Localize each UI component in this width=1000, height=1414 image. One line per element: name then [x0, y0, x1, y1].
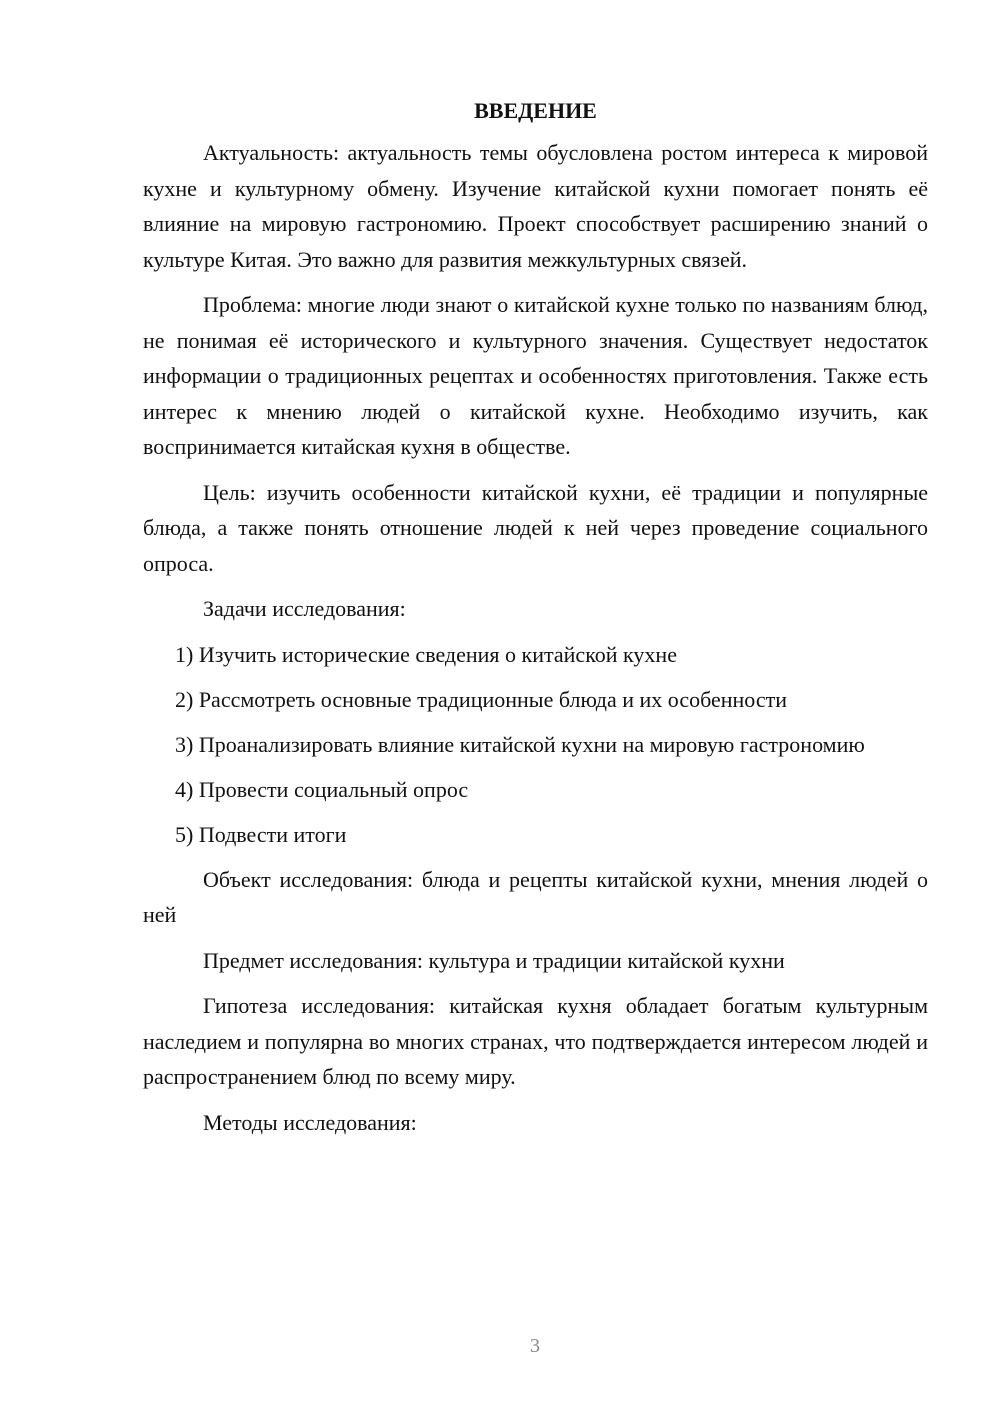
- task-item-5: 5) Подвести итоги: [175, 821, 347, 847]
- paragraph-problem: Проблема: многие люди знают о китайской кухне только по названиям блюд, не понимая её исторического и культурного значения. Существует недостаток информации о традиционных рецептах и особенностях приготовления. Также есть интерес к мнению людей о китайской кухне. Необходимо изучить, как воспринимается китайская кухня в обществе.: [143, 292, 928, 459]
- paragraph-tasks-heading: Задачи исследования:: [203, 596, 406, 621]
- page-number: 3: [530, 1335, 540, 1357]
- section-title: ВВЕДЕНИЕ: [474, 98, 597, 123]
- paragraph-hypothesis: Гипотеза исследования: китайская кухня обладает богатым культурным наследием и популярна во многих странах, что подтверждается интересом людей и распространением блюд по всему миру.: [143, 993, 928, 1089]
- task-item-4: 4) Провести социальный опрос: [175, 776, 469, 802]
- paragraph-goal: Цель: изучить особенности китайской кухни, её традиции и популярные блюда, а также понять отношение людей к ней через проведение социального опроса.: [143, 479, 928, 576]
- paragraph-methods-heading: Методы исследования:: [203, 1109, 417, 1135]
- task-item-2: 2) Рассмотреть основные традиционные блюда и их особенности: [175, 686, 788, 712]
- paragraph-object: Объект исследования: блюда и рецепты китайской кухни, мнения людей о ней: [143, 866, 928, 927]
- paragraph-subject: Предмет исследования: культура и традиции китайской кухни: [203, 947, 785, 973]
- paragraph-relevance: Актуальность: актуальность темы обусловлена ростом интереса к мировой кухне и культурному обмену. Изучение китайской кухни помогает понять её влияние на мировую гастрономию. Проект способствует расширению знаний о культуре Китая. Это важно для развития межкультурных связей.: [143, 140, 928, 272]
- task-item-3: 3) Проанализировать влияние китайской кухни на мировую гастрономию: [175, 731, 865, 757]
- task-item-1: 1) Изучить исторические сведения о китайской кухне: [175, 641, 677, 667]
- document-content: [143, 94, 928, 1150]
